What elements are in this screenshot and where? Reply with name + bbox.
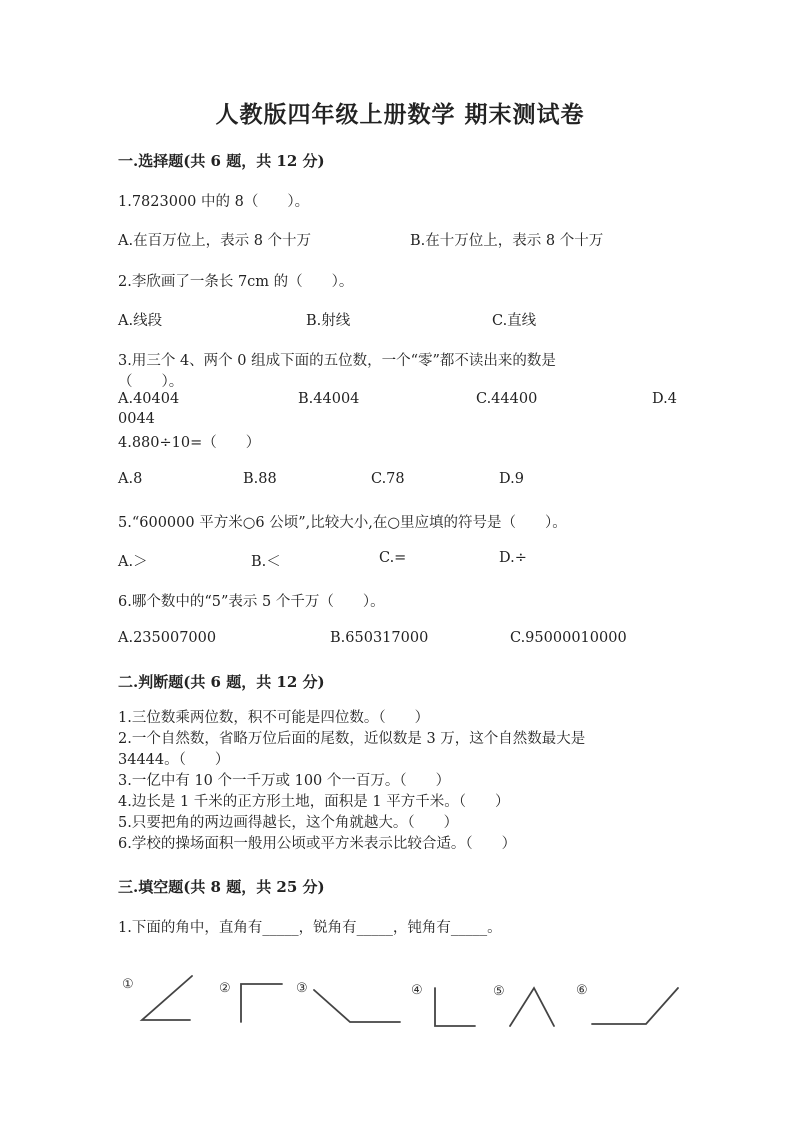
question-1-6: 6.哪个数中的“5”表示 5 个千万（ ）。 bbox=[118, 594, 385, 610]
q1-6-option-b: B.650317000 bbox=[330, 630, 429, 646]
angle-label-3: ③ bbox=[296, 981, 308, 996]
angles-svg bbox=[118, 968, 688, 1040]
question-1-3-line2: （ ）。 bbox=[118, 374, 184, 390]
section-heading-fill: 三.填空题(共 8 题，共 25 分) bbox=[118, 878, 325, 896]
angle-5-acute bbox=[510, 988, 554, 1026]
angle-2-right bbox=[241, 984, 282, 1022]
question-1-3: 3.用三个 4、两个 0 组成下面的五位数，一个“零”都不读出来的数是 bbox=[118, 353, 556, 369]
angle-4-right bbox=[435, 988, 475, 1026]
judgement-line-4: 4.边长是 1 千米的正方形土地，面积是 1 平方千米。（ ） bbox=[118, 794, 510, 810]
q1-1-option-b: B.在十万位上，表示 8 个十万 bbox=[410, 233, 604, 249]
q1-4-option-d: D.9 bbox=[499, 471, 524, 487]
q1-5-option-d: D.÷ bbox=[499, 550, 527, 566]
q1-3-option-a: A.40404 bbox=[118, 391, 180, 407]
angle-label-2: ② bbox=[219, 981, 231, 996]
q1-5-option-a: A.＞ bbox=[118, 554, 148, 570]
judgement-line-6: 6.学校的操场面积一般用公顷或平方米表示比较合适。（ ） bbox=[118, 836, 517, 852]
question-3-1: 1.下面的角中，直角有_____，锐角有_____，钝角有_____。 bbox=[118, 920, 502, 936]
angle-3-obtuse bbox=[314, 990, 400, 1022]
q1-2-option-c: C.直线 bbox=[492, 313, 537, 329]
q1-4-option-a: A.8 bbox=[118, 471, 143, 487]
q1-5-option-c: C.= bbox=[379, 550, 407, 566]
q1-6-option-c: C.95000010000 bbox=[510, 630, 627, 646]
q1-3-option-d-wrap: 0044 bbox=[118, 411, 155, 427]
angle-label-1: ① bbox=[122, 977, 134, 992]
q1-3-option-b: B.44004 bbox=[298, 391, 360, 407]
question-1-1: 1.7823000 中的 8（ ）。 bbox=[118, 194, 310, 210]
question-1-2: 2.李欣画了一条长 7cm 的（ ）。 bbox=[118, 274, 354, 290]
angle-6-obtuse bbox=[592, 988, 678, 1024]
q1-4-option-c: C.78 bbox=[371, 471, 405, 487]
judgement-line-2-wrap: 34444。（ ） bbox=[118, 752, 230, 768]
q1-3-option-c: C.44400 bbox=[476, 391, 538, 407]
angle-label-6: ⑥ bbox=[576, 983, 588, 998]
judgement-line-2: 2.一个自然数，省略万位后面的尾数，近似数是 3 万，这个自然数最大是 bbox=[118, 731, 586, 747]
q1-3-option-d: D.4 bbox=[652, 391, 677, 407]
q1-5-option-b: B.＜ bbox=[251, 554, 281, 570]
angles-figure bbox=[118, 968, 688, 1040]
q1-4-option-b: B.88 bbox=[243, 471, 277, 487]
judgement-line-1: 1.三位数乘两位数，积不可能是四位数。（ ） bbox=[118, 710, 430, 726]
angle-label-4: ④ bbox=[411, 983, 423, 998]
q1-6-option-a: A.235007000 bbox=[118, 630, 217, 646]
section-heading-judgement: 二.判断题(共 6 题，共 12 分) bbox=[118, 673, 325, 691]
question-1-4: 4.880÷10=（ ） bbox=[118, 435, 261, 451]
angle-1-acute bbox=[142, 976, 192, 1020]
judgement-line-5: 5.只要把角的两边画得越长，这个角就越大。（ ） bbox=[118, 815, 459, 831]
page-title: 人教版四年级上册数学 期末测试卷 bbox=[215, 101, 585, 128]
q1-1-option-a: A.在百万位上，表示 8 个十万 bbox=[118, 233, 312, 249]
question-1-5: 5.“600000 平方米○6 公顷”,比较大小,在○里应填的符号是（ ）。 bbox=[118, 515, 567, 531]
section-heading-choice: 一.选择题(共 6 题，共 12 分) bbox=[118, 152, 325, 170]
q1-2-option-b: B.射线 bbox=[306, 313, 351, 329]
judgement-line-3: 3.一亿中有 10 个一千万或 100 个一百万。（ ） bbox=[118, 773, 451, 789]
q1-2-option-a: A.线段 bbox=[118, 313, 163, 329]
angle-label-5: ⑤ bbox=[493, 984, 505, 999]
